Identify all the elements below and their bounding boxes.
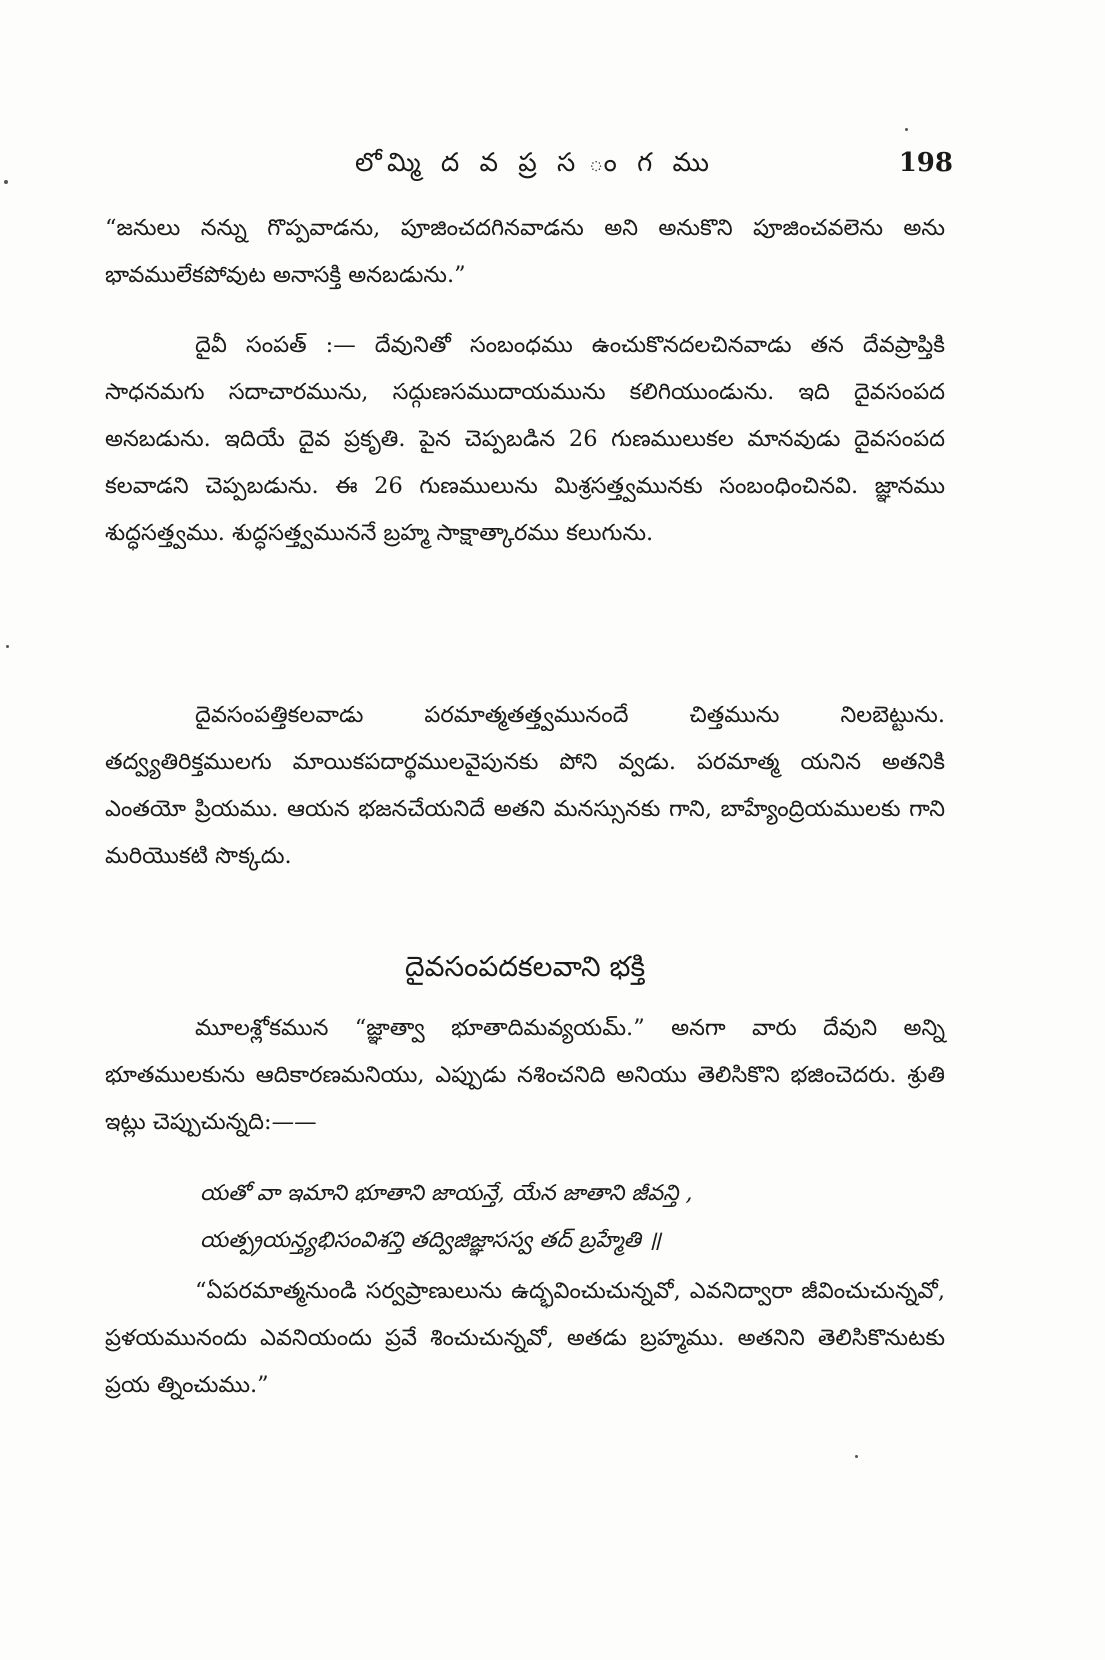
section-heading: దైవసంపదకలవాని భక్తి — [404, 950, 646, 983]
running-title: లోమ్మి ద వ ప్ర స ం గ ము — [354, 148, 716, 178]
scan-speck — [4, 180, 8, 184]
scan-speck — [905, 128, 908, 131]
paragraph-daivi-sampat: దైవీ సంపత్ :— దేవునితో సంబంధము ఉంచుకొనదలచినవాడు తన దేవప్రాప్తికి సాధనమగు సదాచారమును, సద్గుణసముదాయమును కలిగియుండును. ఇది దైవసంపద అనబడును. ఇదియే దైవ ప్రకృతి. పైన చెప్పబడిన 26 గుణములుకల మానవుడు దైవసంపద కలవాడని చెప్పబడును. ఈ 26 గుణములును మిశ్రసత్త్వమునకు సంబంధించినవి. జ్ఞానము శుద్ధసత్త్వము. శుద్ధసత్త్వముననే బ్రహ్మ సాక్షాత్కారము కలుగును. — [105, 332, 945, 546]
paragraph-verse-translation: “ఏపరమాత్మనుండి సర్వప్రాణులును ఉద్భవించుచున్నవో, ఎవనిద్వారా జీవించుచున్నవో, ప్రళయమునందు ఎవనియందు ప్రవే శించుచున్నవో, అతడు బ్రహ్మము. అతనిని తెలిసికొనుటకు ప్రయ త్నించుము.” — [105, 1278, 945, 1398]
paragraph-daivasampatti: దైవసంపత్తికలవాడు పరమాత్మతత్త్వమునందే చిత్తమును నిలబెట్టును. తద్వ్యతిరిక్తములగు మాయికపదార్థములవైపునకు పోని వ్వడు. పరమాత్మ యనిన అతనికి ఎంతయో ప్రియము. ఆయన భజనచేయనిదే అతని మనస్సునకు గాని, బాహ్యేంద్రియములకు గాని మరియొకటి సొక్కదు. — [105, 702, 945, 869]
paragraph-moola-shloka: మూలశ్లోకమున “జ్ఞాత్వా భూతాదిమవ్యయమ్.” అనగా వారు దేవుని అన్ని భూతములకును ఆదికారణమనియు, ఎప్పుడు నశించనిది అనియు తెలిసికొని భజించెదరు. శ్రుతి ఇట్లు చెప్పుచున్నది:—— — [105, 1015, 945, 1135]
scan-speck — [855, 1455, 858, 1458]
paragraph-anasakti-definition: “జనులు నన్ను గొప్పవాడను, పూజించదగినవాడను అని అనుకొని పూజించవలెను అను భావములేకపోవుట అనాసక్తి అనబడును.” — [105, 215, 945, 288]
page-number: 198 — [898, 148, 953, 178]
page-header — [105, 148, 965, 188]
sanskrit-verse-line-1: యతో వా ఇమాని భూతాని జాయన్తే, యేన జాతాని జీవన్తి , — [200, 1181, 693, 1206]
scan-speck — [6, 645, 9, 648]
sanskrit-verse-line-2: యత్ప్రయన్త్యభిసంవిశన్తి తద్విజిజ్ఞాసస్వ తద్ బ్రహ్మేతి ॥ — [200, 1228, 662, 1253]
